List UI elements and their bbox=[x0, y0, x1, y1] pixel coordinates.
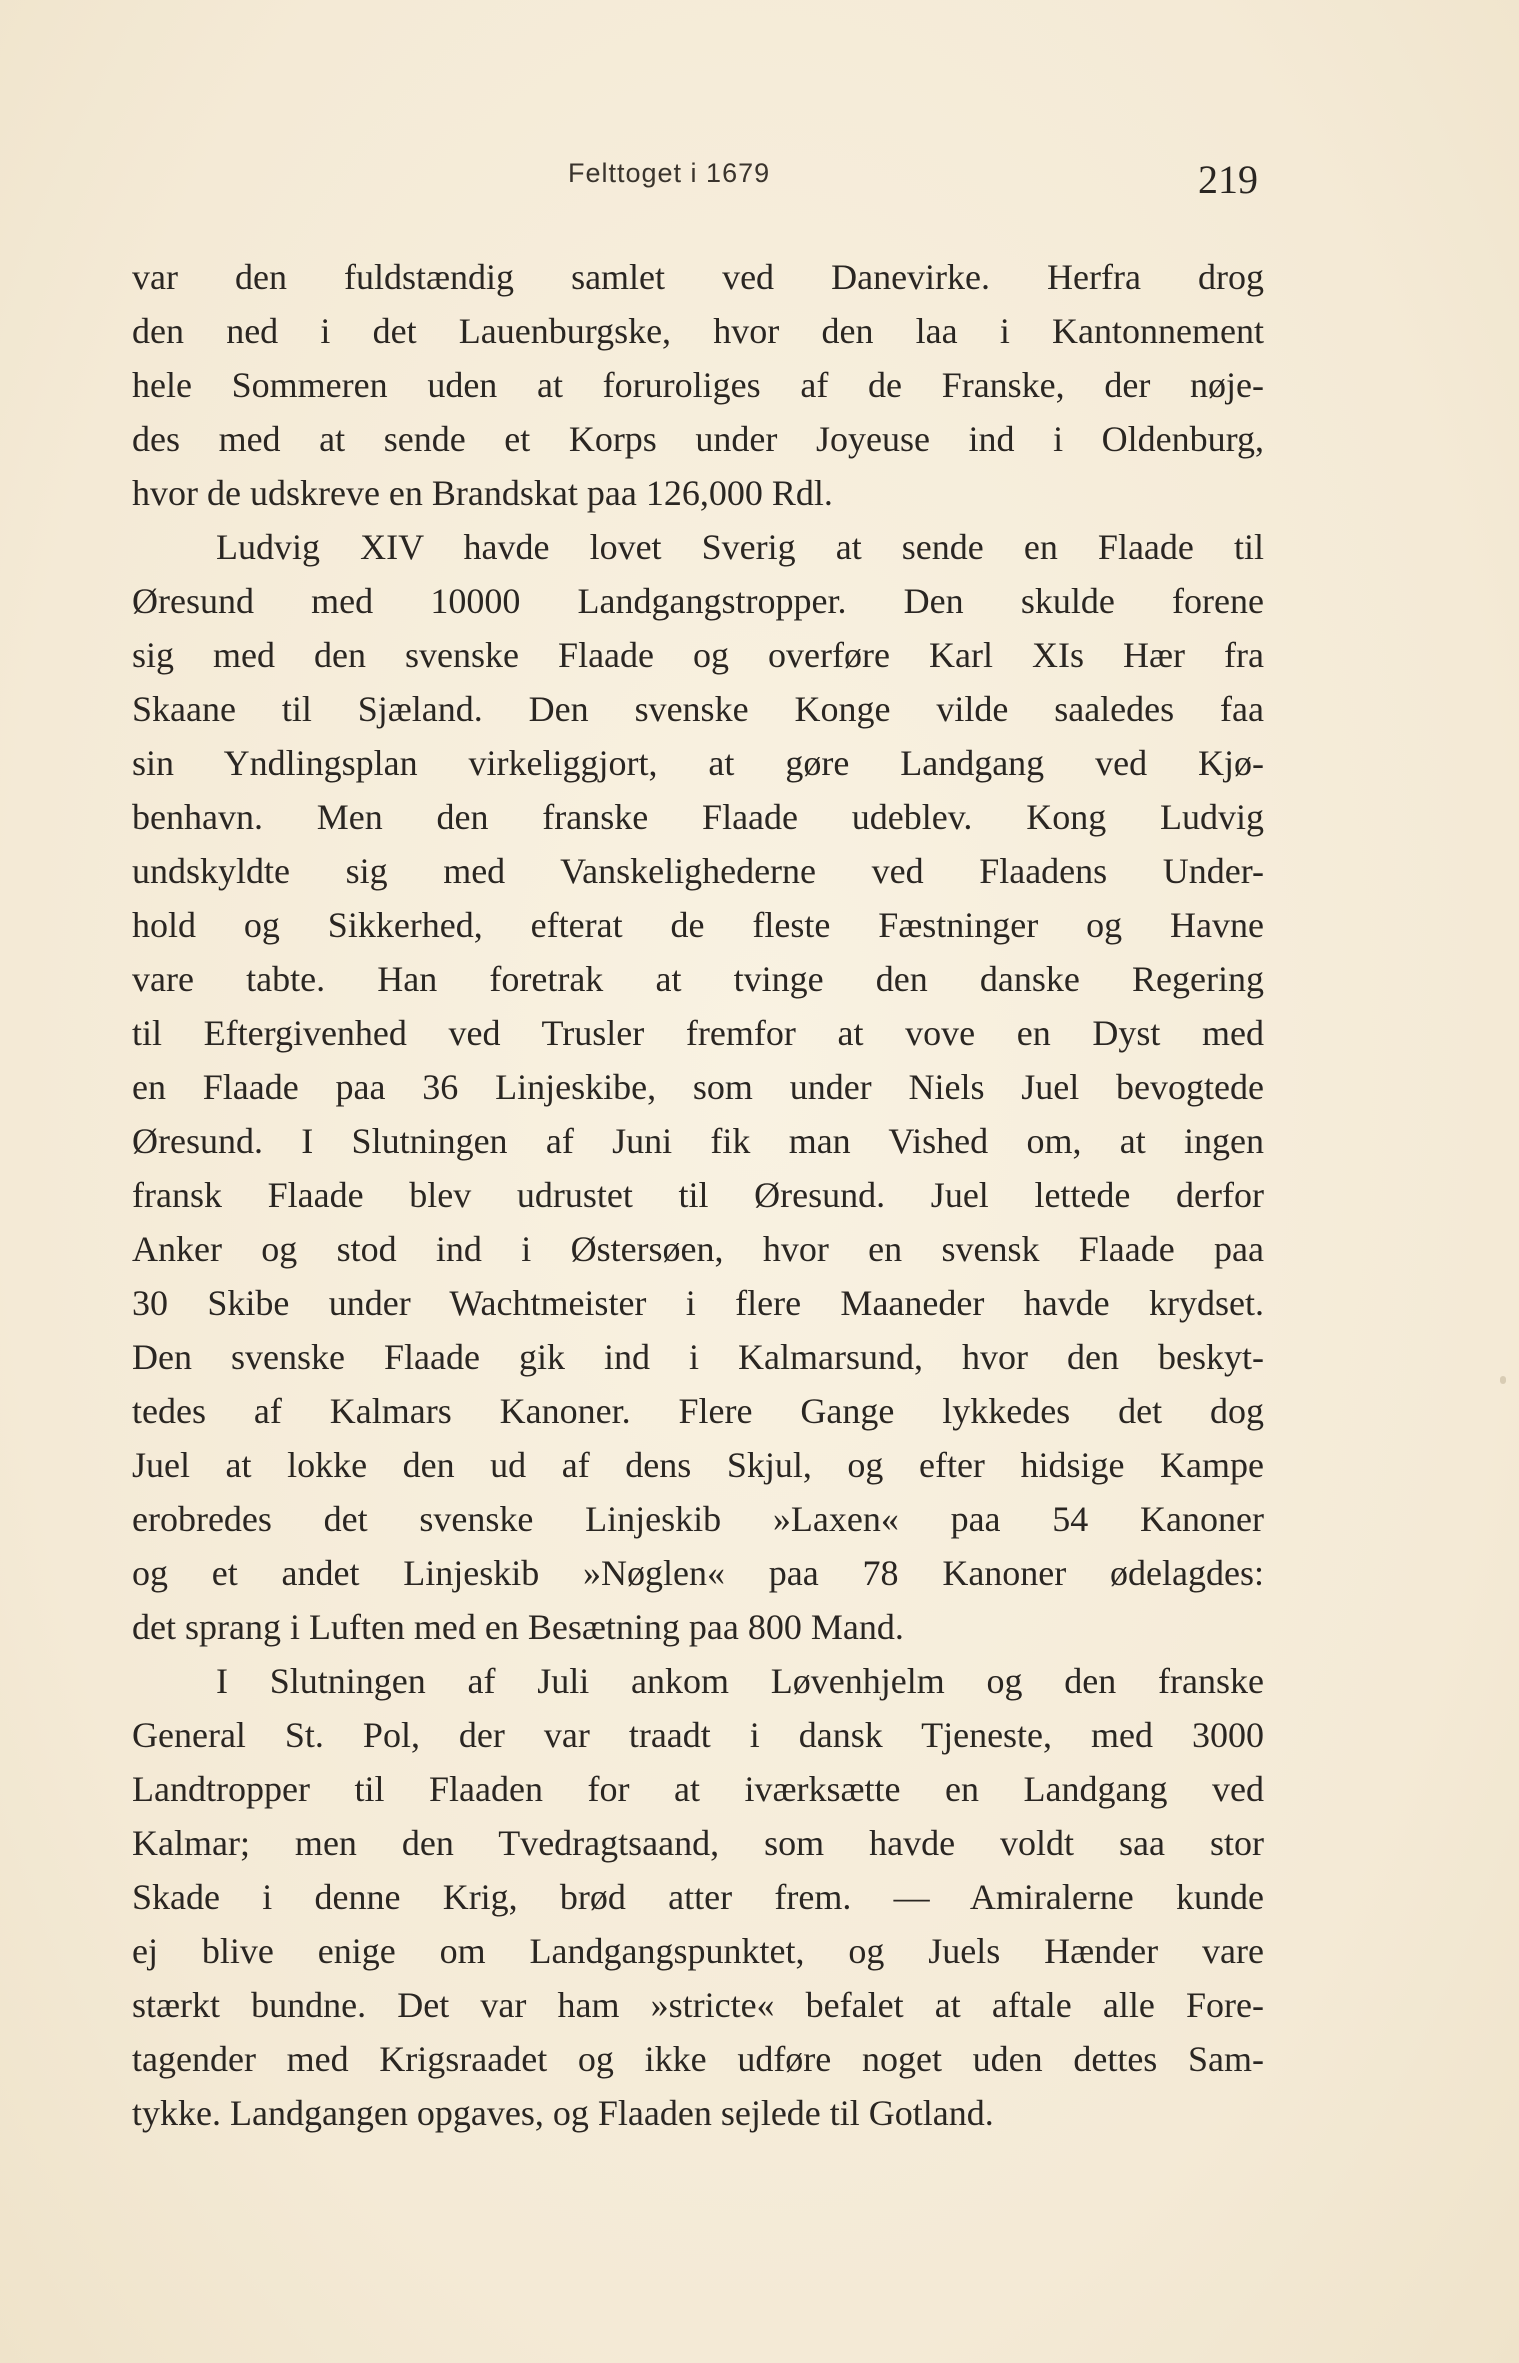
text-line: tykke. Landgangen opgaves, og Flaaden sejlede til Gotland. bbox=[132, 2093, 994, 2133]
text-line: Ludvig XIV havde lovet Sverig at sende en Flaade til bbox=[216, 527, 1264, 567]
text-line: til Eftergivenhed ved Trusler fremfor at vove en Dyst med bbox=[132, 1013, 1264, 1053]
text-line: Øresund. I Slutningen af Juni fik man Vished om, at ingen bbox=[132, 1121, 1264, 1161]
text-line: vare tabte. Han foretrak at tvinge den danske Regering bbox=[132, 959, 1264, 999]
text-line: benhavn. Men den franske Flaade udeblev. Kong Ludvig bbox=[132, 797, 1264, 837]
text-line: Øresund med 10000 Landgangstropper. Den skulde forene bbox=[132, 581, 1264, 621]
text-line: Skade i denne Krig, brød atter frem. — Amiralerne kunde bbox=[132, 1877, 1264, 1917]
text-line: sin Yndlingsplan virkeliggjort, at gøre Landgang ved Kjø- bbox=[132, 743, 1264, 783]
text-line: den ned i det Lauenburgske, hvor den laa i Kantonnement bbox=[132, 311, 1264, 351]
text-line: tagender med Krigsraadet og ikke udføre noget uden dettes Sam- bbox=[132, 2039, 1264, 2079]
paper-speck bbox=[1500, 1376, 1506, 1384]
text-line: des med at sende et Korps under Joyeuse ind i Oldenburg, bbox=[132, 419, 1264, 459]
text-line: stærkt bundne. Det var ham »stricte« befalet at aftale alle Fore- bbox=[132, 1985, 1264, 2025]
text-line: erobredes det svenske Linjeskib »Laxen« paa 54 Kanoner bbox=[132, 1499, 1264, 1539]
text-line: hele Sommeren uden at foruroliges af de Franske, der nøje- bbox=[132, 365, 1264, 405]
text-line: Den svenske Flaade gik ind i Kalmarsund, hvor den beskyt- bbox=[132, 1337, 1264, 1377]
text-line: Anker og stod ind i Østersøen, hvor en svensk Flaade paa bbox=[132, 1229, 1264, 1269]
text-line: fransk Flaade blev udrustet til Øresund. Juel lettede derfor bbox=[132, 1175, 1264, 1215]
text-line: Juel at lokke den ud af dens Skjul, og efter hidsige Kampe bbox=[132, 1445, 1264, 1485]
text-line: I Slutningen af Juli ankom Løvenhjelm og den franske bbox=[216, 1661, 1264, 1701]
text-line: 30 Skibe under Wachtmeister i flere Maaneder havde krydset. bbox=[132, 1283, 1264, 1323]
text-line: det sprang i Luften med en Besætning paa 800 Mand. bbox=[132, 1607, 904, 1647]
running-head bbox=[0, 152, 1519, 212]
body-text bbox=[132, 250, 1264, 2140]
page-number: 219 bbox=[1198, 157, 1258, 202]
text-line: tedes af Kalmars Kanoner. Flere Gange lykkedes det dog bbox=[132, 1391, 1264, 1431]
text-line: ej blive enige om Landgangspunktet, og Juels Hænder vare bbox=[132, 1931, 1264, 1971]
text-line: en Flaade paa 36 Linjeskibe, som under Niels Juel bevogtede bbox=[132, 1067, 1264, 1107]
text-line: var den fuldstændig samlet ved Danevirke. Herfra drog bbox=[132, 257, 1264, 297]
text-line: Kalmar; men den Tvedragtsaand, som havde voldt saa stor bbox=[132, 1823, 1264, 1863]
running-title: Felttoget i 1679 bbox=[568, 158, 771, 188]
text-line: hvor de udskreve en Brandskat paa 126,000 Rdl. bbox=[132, 473, 833, 513]
text-line: hold og Sikkerhed, efterat de fleste Fæstninger og Havne bbox=[132, 905, 1264, 945]
text-line: Skaane til Sjæland. Den svenske Konge vilde saaledes faa bbox=[132, 689, 1264, 729]
text-line: sig med den svenske Flaade og overføre Karl XIs Hær fra bbox=[132, 635, 1264, 675]
text-line: General St. Pol, der var traadt i dansk Tjeneste, med 3000 bbox=[132, 1715, 1264, 1755]
text-line: og et andet Linjeskib »Nøglen« paa 78 Kanoner ødelagdes: bbox=[132, 1553, 1264, 1593]
text-line: Landtropper til Flaaden for at iværksætte en Landgang ved bbox=[132, 1769, 1264, 1809]
text-line: undskyldte sig med Vanskelighederne ved Flaadens Under- bbox=[132, 851, 1264, 891]
